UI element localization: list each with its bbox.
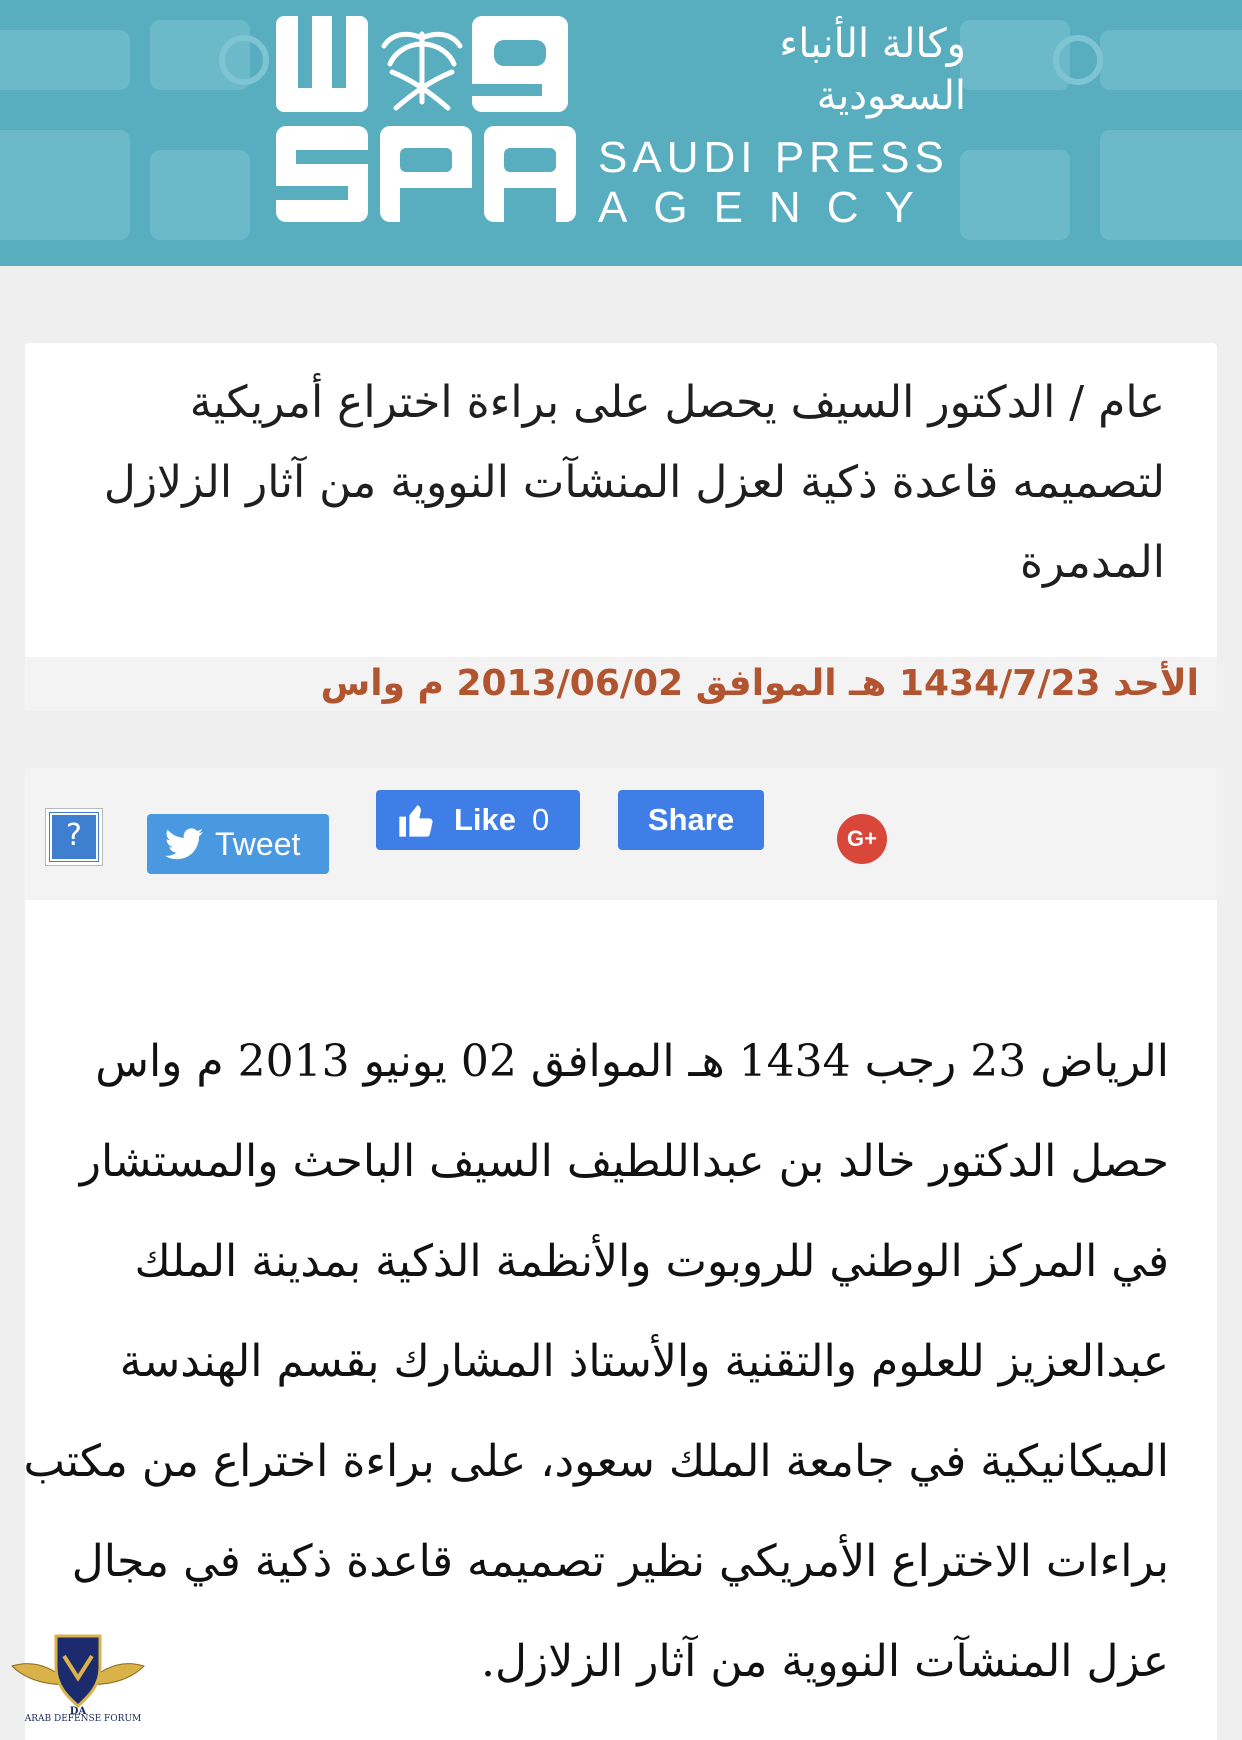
- tweet-label: Tweet: [215, 826, 301, 862]
- article-body-line: في المركز الوطني للروبوت والأنظمة الذكية بمدينة الملك: [134, 1236, 1169, 1287]
- twitter-bird-icon: [165, 828, 203, 860]
- article-body-card: [25, 900, 1217, 1740]
- facebook-like-button[interactable]: [376, 790, 580, 850]
- article-title: عام / الدكتور السيف يحصل على براءة اختراع أمريكية لتصميمه قاعدة ذكية لعزل المنشآت النووية من آثار الزلازل المدمرة: [103, 377, 1165, 588]
- article-body-line: الميكانيكية في جامعة الملك سعود، على براءة اختراع من مكتب: [23, 1436, 1169, 1487]
- thumbs-up-icon: [396, 800, 436, 840]
- article-date-bar: [25, 657, 1217, 711]
- article-date: الأحد 1434/7/23 هـ الموافق 2013/06/02 م واس: [320, 663, 1199, 704]
- help-button[interactable]: [45, 808, 103, 866]
- spa-logo-mark: [276, 16, 581, 222]
- tweet-button[interactable]: [147, 814, 329, 874]
- like-count: 0: [532, 802, 550, 837]
- forum-watermark: [8, 1628, 148, 1740]
- forum-shield-logo-icon: [8, 1628, 148, 1718]
- like-label: Like: [454, 802, 517, 837]
- logo-arabic-text: [596, 18, 966, 128]
- article-body-line: عبدالعزيز للعلوم والتقنية والأستاذ المشارك بقسم الهندسة: [119, 1336, 1169, 1387]
- question-icon: ?: [50, 813, 98, 861]
- article-body-line: براءات الاختراع الأمريكي نظير تصميمه قاعدة ذكية في مجال: [71, 1536, 1169, 1587]
- logo-arabic-line-1: وكالة الأنباء: [779, 21, 966, 67]
- facebook-share-button[interactable]: Share: [618, 790, 764, 850]
- google-plus-icon[interactable]: G+: [837, 814, 887, 864]
- logo-arabic-line-2: السعودية: [816, 73, 966, 119]
- svg-text:DA: DA: [69, 1706, 87, 1717]
- watermark-label: ARAB DEFENSE FORUM: [24, 1714, 142, 1724]
- spa-header-banner: [0, 0, 1242, 266]
- logo-english-line-1: SAUDI PRESS: [598, 133, 949, 182]
- share-toolbar: [25, 768, 1217, 900]
- article-title-card: [25, 343, 1217, 711]
- article-body-line: حصل الدكتور خالد بن عبداللطيف السيف الباحث والمستشار: [79, 1136, 1169, 1187]
- article-body: [23, 1012, 1169, 1712]
- article-body-line: الرياض 23 رجب 1434 هـ الموافق 02 يونيو 2013 م واس: [95, 1036, 1169, 1087]
- logo-english-line-2: AGENCY: [598, 183, 940, 232]
- article-body-line: عزل المنشآت النووية من آثار الزلازل.: [481, 1636, 1169, 1687]
